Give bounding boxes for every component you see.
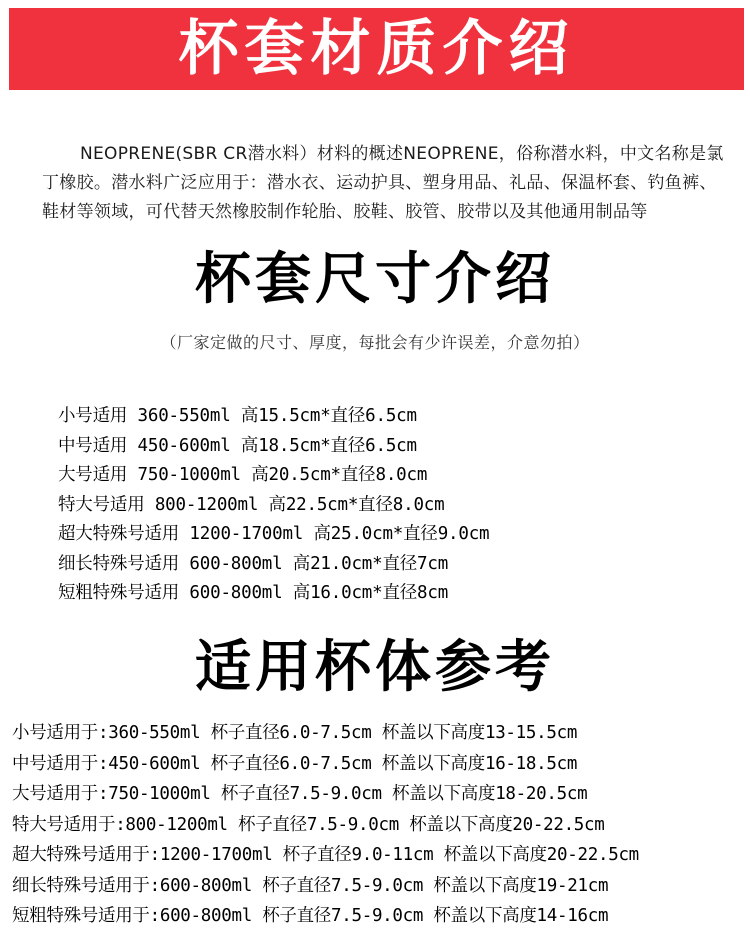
size-item-xxlarge-special: 超大特殊号适用 1200-1700ml 高25.0cm*直径9.0cm	[58, 524, 490, 544]
size-note: （厂家定做的尺寸、厚度，每批会有少许误差，介意勿拍）	[160, 333, 590, 352]
reference-list	[12, 718, 639, 932]
ref-item-xxlarge-special: 超大特殊号适用于:1200-1700ml 杯子直径9.0-11cm 杯盖以下高度20-22.5cm	[12, 845, 639, 865]
banner-title: 杯套材质介绍	[178, 14, 575, 84]
size-list	[58, 402, 489, 609]
ref-item-slim-special: 细长特殊号适用于:600-800ml 杯子直径7.5-9.0cm 杯盖以下高度19-21cm	[12, 875, 609, 896]
ref-item-xlarge: 特大号适用于:800-1200ml 杯子直径7.5-9.0cm 杯盖以下高度20-22.5cm	[12, 814, 605, 835]
size-item-large: 大号适用 750-1000ml 高20.5cm*直径8.0cm	[58, 465, 428, 485]
ref-item-medium: 中号适用于:450-600ml 杯子直径6.0-7.5cm 杯盖以下高度16-18.5cm	[12, 753, 578, 774]
ref-item-short-special: 短粗特殊号适用于:600-800ml 杯子直径7.5-9.0cm 杯盖以下高度14-16cm	[12, 906, 609, 926]
material-intro-paragraph: NEOPRENE(SBR CR潜水料）材料的概述NEOPRENE，俗称潜水料，中文名称是氯丁橡胶。潜水料广泛应用于：潜水衣、运动护具、塑身用品、礼品、保温杯套、钓鱼裤、鞋材等领域，可代替天然橡胶制作轮胎、胶鞋、胶管、胶带以及其他通用制品等	[42, 144, 724, 222]
ref-item-large: 大号适用于:750-1000ml 杯子直径7.5-9.0cm 杯盖以下高度18-20.5cm	[12, 784, 588, 804]
size-item-medium: 中号适用 450-600ml 高18.5cm*直径6.5cm	[58, 435, 417, 456]
size-item-slim-special: 细长特殊号适用 600-800ml 高21.0cm*直径7cm	[58, 553, 449, 574]
size-heading: 杯套尺寸介绍	[195, 247, 555, 312]
size-item-short-special: 短粗特殊号适用 600-800ml 高16.0cm*直径8cm	[58, 583, 449, 603]
size-item-xlarge: 特大号适用 800-1200ml 高22.5cm*直径8.0cm	[58, 494, 445, 515]
size-item-small: 小号适用 360-550ml 高15.5cm*直径6.5cm	[58, 406, 417, 426]
reference-heading: 适用杯体参考	[195, 635, 555, 700]
title-banner	[9, 8, 744, 90]
ref-item-small: 小号适用于:360-550ml 杯子直径6.0-7.5cm 杯盖以下高度13-15.5cm	[12, 723, 578, 743]
